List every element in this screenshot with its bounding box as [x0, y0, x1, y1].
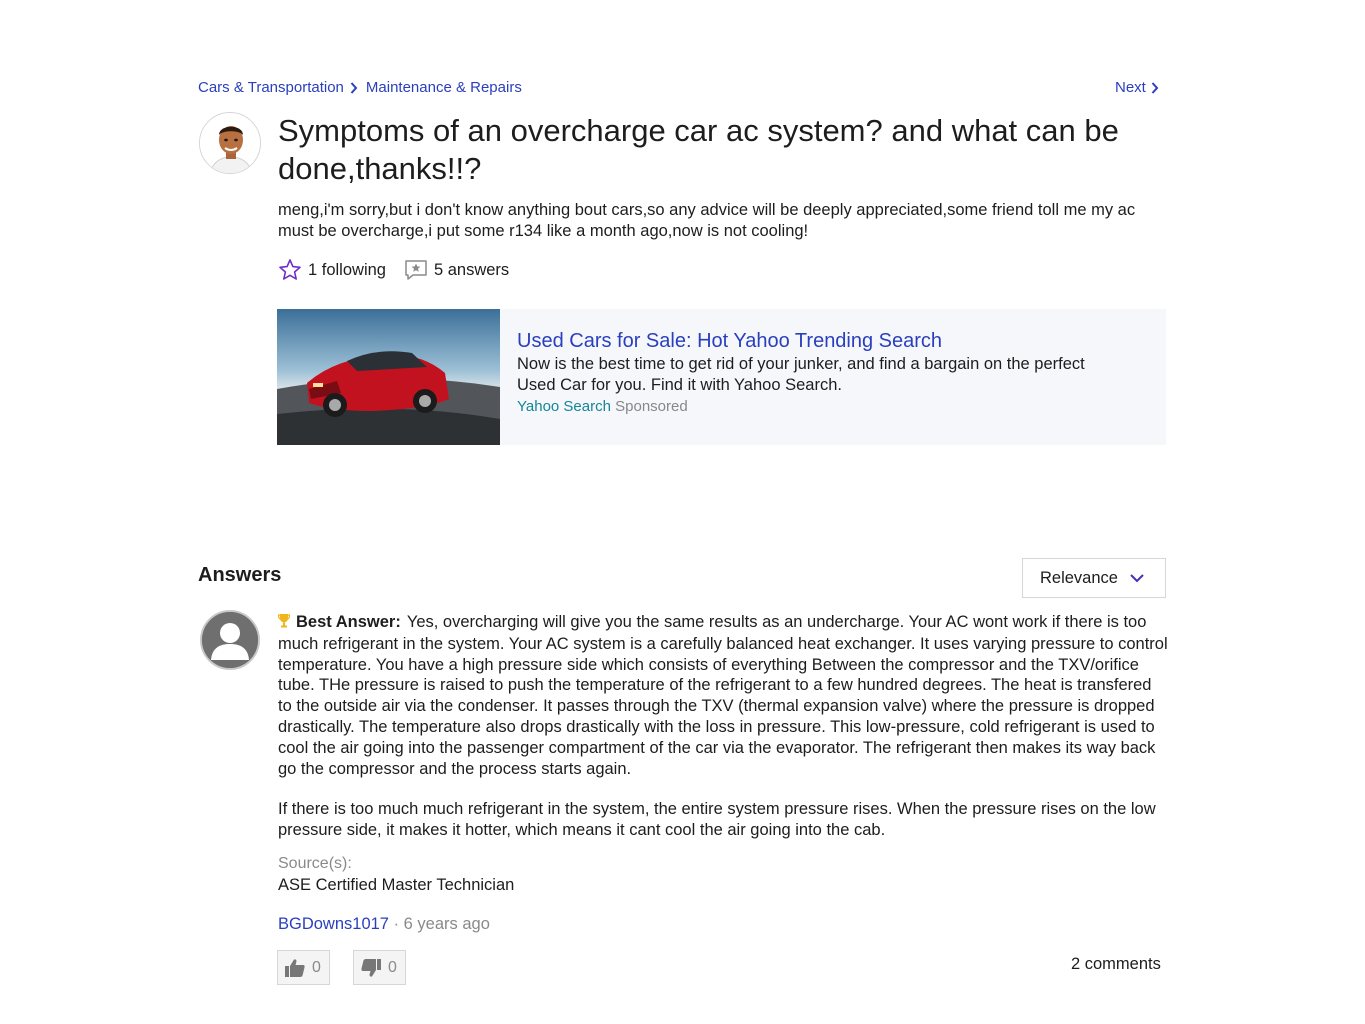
- sponsored-ad[interactable]: [277, 309, 1166, 445]
- next-label: Next: [1115, 79, 1146, 96]
- answerer-avatar[interactable]: [200, 610, 260, 670]
- answers-count-link[interactable]: [404, 259, 509, 281]
- speech-bubble-star-icon: [404, 259, 428, 281]
- sources-value: ASE Certified Master Technician: [278, 876, 515, 894]
- thumbs-up-button[interactable]: [277, 950, 330, 985]
- asker-avatar[interactable]: [199, 112, 261, 174]
- breadcrumb-subcategory-link[interactable]: Maintenance & Repairs: [365, 79, 522, 96]
- thumbs-down-button[interactable]: [353, 950, 406, 985]
- sources-label: Source(s):: [278, 855, 352, 872]
- thumbs-up-icon: [284, 958, 306, 978]
- thumbs-down-icon: [360, 958, 382, 978]
- breadcrumb: [198, 79, 522, 96]
- follow-button[interactable]: [278, 258, 386, 282]
- sort-selected-value: Relevance: [1040, 568, 1118, 587]
- next-question-link[interactable]: [1115, 79, 1159, 96]
- answer-paragraph-1: [278, 612, 1168, 779]
- best-answer: [278, 612, 1168, 841]
- answer-paragraph-2: If there is too much much refrigerant in the system, the entire system pressure rises. When the pressure rises on the low pressure side, it makes it hotter, which means it cant cool the air going into the cab.: [278, 800, 1156, 840]
- ad-text: [500, 309, 1117, 445]
- following-count: 1 following: [308, 260, 386, 279]
- answer-time: · 6 years ago: [393, 915, 490, 933]
- chevron-right-icon: [350, 82, 358, 94]
- answers-heading: Answers: [198, 564, 282, 586]
- sponsored-label: Sponsored: [615, 398, 688, 415]
- star-outline-icon: [278, 258, 302, 282]
- ad-description: Now is the best time to get rid of your junker, and find a bargain on the perfect Used Car for you. Find it with Yahoo Search.: [517, 355, 1085, 394]
- best-answer-label: Best Answer:: [296, 613, 401, 631]
- thumbs-down-count: 0: [388, 958, 397, 976]
- ad-source-line: [517, 397, 1117, 417]
- ad-image[interactable]: [277, 309, 500, 445]
- ad-title-link[interactable]: Used Cars for Sale: Hot Yahoo Trending Search: [517, 330, 943, 352]
- question-title: Symptoms of an overcharge car ac system? and what can be done,thanks!!?: [278, 113, 1119, 186]
- thumbs-up-count: 0: [312, 958, 321, 976]
- answer-text-1: Yes, overcharging will give you the same results as an undercharge. Your AC wont work if there is too much refrigerant in the system. Your AC system is a carefully balanced heat exchanger. It uses varying pressure to control temperature. You have a high pressure side which consists of everything Between the compressor and the TXV/orifice tube. THe pressure is raised to push the temperature of the refrigerant to a few hundred degrees. The heat is transfered to the outside air via the condenser. It passes through the TXV (thermal expansion valve) where the pressure is dropped drastically. The temperature also drops drastically with the loss in pressure. This low-pressure, cold refrigerant is used to cool the air going into the passenger compartment of the car via the evaporator. The refrigerant then makes its way back go the compressor and the process starts again.: [278, 613, 1168, 778]
- question-meta: [278, 258, 509, 282]
- chevron-down-icon: [1130, 574, 1144, 583]
- answer-author-link[interactable]: BGDowns1017: [278, 915, 389, 933]
- sort-dropdown[interactable]: [1022, 558, 1166, 598]
- chevron-right-icon: [1151, 82, 1159, 94]
- breadcrumb-category-link[interactable]: Cars & Transportation: [198, 79, 344, 96]
- question-body: meng,i'm sorry,but i don't know anything bout cars,so any advice will be deeply appreciated,some friend toll me my ac must be overcharge,i put some r134 like a month ago,now is not cooling!: [278, 201, 1136, 240]
- ad-source[interactable]: Yahoo Search: [517, 398, 611, 415]
- trophy-icon: [278, 613, 290, 634]
- comments-link[interactable]: 2 comments: [1071, 955, 1161, 973]
- answers-count: 5 answers: [433, 260, 510, 279]
- answer-author-line: [278, 915, 490, 934]
